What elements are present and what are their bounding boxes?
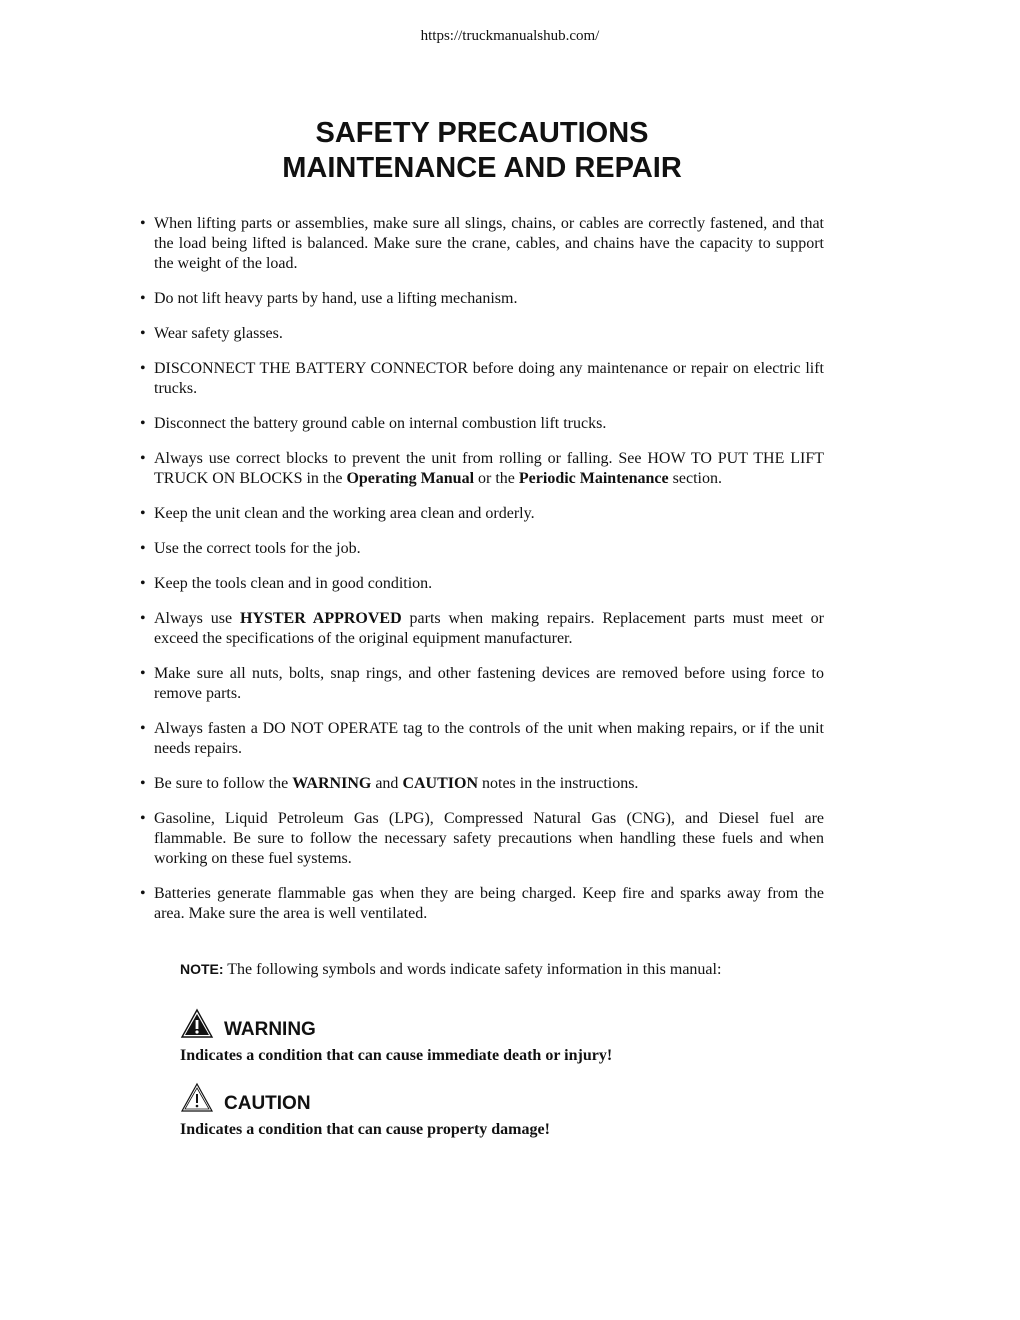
caution-triangle-icon bbox=[180, 1082, 214, 1114]
bullet-text: Always fasten a DO NOT OPERATE tag to the controls of the unit when making repairs, or if the unit needs repairs. bbox=[154, 720, 824, 757]
bullet-text: Do not lift heavy parts by hand, use a lifting mechanism. bbox=[154, 290, 518, 307]
bullet-item bbox=[140, 774, 824, 794]
bullet-text: Make sure all nuts, bolts, snap rings, and other fastening devices are removed before using force to remove parts. bbox=[154, 665, 824, 702]
caution-label: CAUTION bbox=[224, 1093, 311, 1114]
bullet-text: or the bbox=[474, 470, 519, 487]
bullet-text: Be sure to follow the bbox=[154, 775, 293, 792]
bullet-item bbox=[140, 574, 824, 594]
bullet-text: Keep the unit clean and the working area clean and orderly. bbox=[154, 505, 535, 522]
bullet-bold-text: Periodic Maintenance bbox=[518, 470, 669, 487]
precautions-list bbox=[140, 214, 824, 939]
bullet-bold-text: CAUTION bbox=[402, 775, 478, 792]
note-paragraph bbox=[180, 959, 784, 980]
bullet-item bbox=[140, 414, 824, 434]
bullet-item bbox=[140, 884, 824, 924]
bullet-bold-text: Operating Manual bbox=[346, 470, 475, 487]
bullet-text: Gasoline, Liquid Petroleum Gas (LPG), Compressed Natural Gas (CNG), and Diesel fuel are flammable. Be sure to follow the necessary safety precautions when handling these fuels and when working on these fuel systems. bbox=[154, 810, 824, 867]
page-title-line-1: SAFETY PRECAUTIONS bbox=[315, 117, 649, 149]
bullet-text: and bbox=[371, 775, 403, 792]
warning-description: Indicates a condition that can cause immediate death or injury! bbox=[180, 1047, 613, 1064]
bullet-text: section. bbox=[668, 470, 722, 487]
note-text: The following symbols and words indicate safety information in this manual: bbox=[223, 961, 722, 978]
bullet-text: When lifting parts or assemblies, make sure all slings, chains, or cables are correctly fastened, and that the load being lifted is balanced. Make sure the crane, cables, and chains have the capacity to support the weight of the load. bbox=[154, 215, 824, 272]
bullet-item bbox=[140, 449, 824, 489]
header-url: https://truckmanualshub.com/ bbox=[420, 28, 600, 44]
bullet-text: Batteries generate flammable gas when they are being charged. Keep fire and sparks away from the area. Make sure the area is well ventilated. bbox=[154, 885, 824, 922]
page-title-line-2: MAINTENANCE AND REPAIR bbox=[282, 152, 682, 184]
bullet-item bbox=[140, 609, 824, 649]
bullet-text: notes in the instructions. bbox=[478, 775, 639, 792]
bullet-bold-text: WARNING bbox=[292, 775, 372, 792]
bullet-item bbox=[140, 539, 824, 559]
bullet-item bbox=[140, 214, 824, 274]
page-title bbox=[0, 116, 964, 186]
note-label: NOTE: bbox=[180, 961, 224, 977]
bullet-text: Wear safety glasses. bbox=[154, 325, 283, 342]
bullet-item bbox=[140, 809, 824, 869]
bullet-text: Always use correct blocks to prevent the unit from rolling or falling. See HOW TO PUT THE LIFT TRUCK ON BLOCKS in the bbox=[154, 450, 824, 487]
bullet-item bbox=[140, 289, 824, 309]
caution-block bbox=[180, 1082, 820, 1140]
bullet-item bbox=[140, 504, 824, 524]
bullet-bold-text: HYSTER APPROVED bbox=[239, 610, 402, 627]
bullet-item bbox=[140, 359, 824, 399]
warning-label: WARNING bbox=[224, 1019, 316, 1040]
bullet-text: parts when making repairs. Replacement parts must meet or exceed the specifications of the original equipment manufacturer. bbox=[154, 610, 825, 647]
warning-block bbox=[180, 1008, 820, 1066]
bullet-text: DISCONNECT THE BATTERY CONNECTOR before doing any maintenance or repair on electric lift trucks. bbox=[154, 360, 824, 397]
bullet-item bbox=[140, 664, 824, 704]
bullet-text: Disconnect the battery ground cable on internal combustion lift trucks. bbox=[154, 415, 607, 432]
bullet-item bbox=[140, 719, 824, 759]
bullet-text: Keep the tools clean and in good condition. bbox=[154, 575, 433, 592]
bullet-text: Use the correct tools for the job. bbox=[154, 540, 361, 557]
bullet-item bbox=[140, 324, 824, 344]
caution-description: Indicates a condition that can cause property damage! bbox=[180, 1121, 550, 1138]
bullet-text: Always use bbox=[154, 610, 240, 627]
warning-triangle-icon bbox=[180, 1008, 214, 1040]
